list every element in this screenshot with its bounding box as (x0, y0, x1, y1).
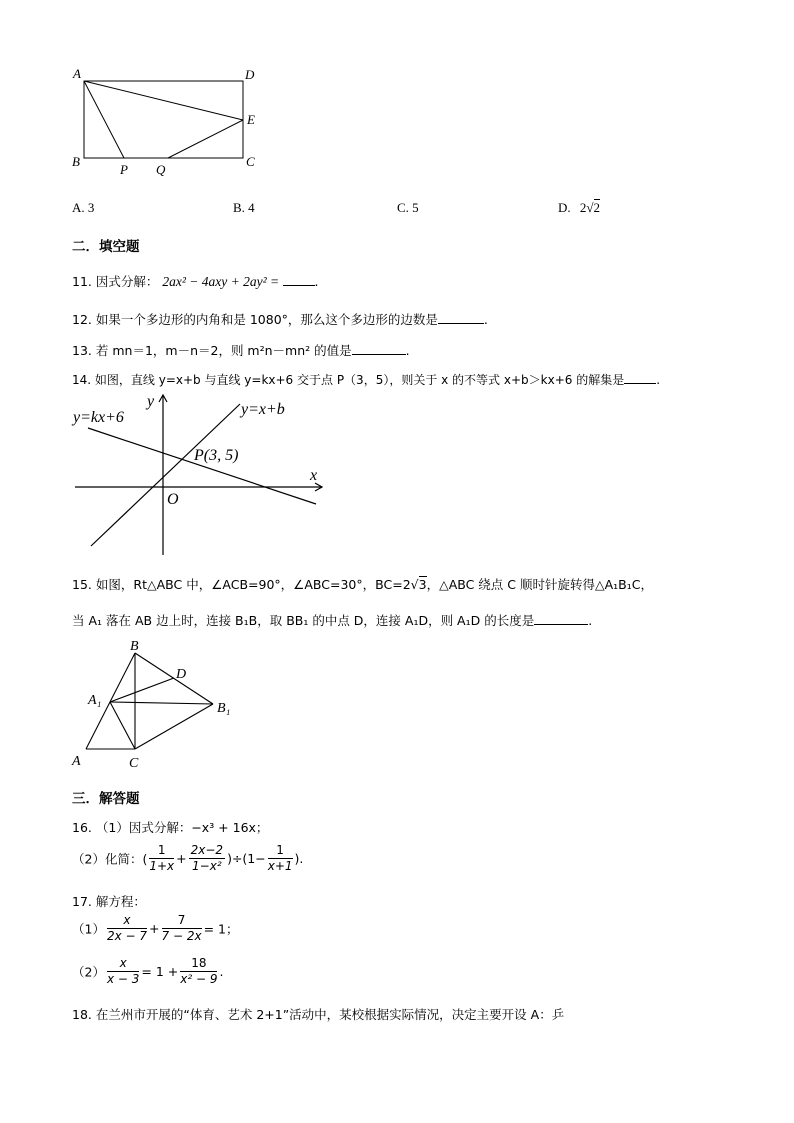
line-label-xb: y=x+b (241, 401, 285, 418)
section-heading-fill-in: 二．填空题 (72, 239, 140, 255)
segment-a1c (110, 702, 135, 749)
q16-part-2-label: （2）化简：( (72, 851, 148, 867)
segment-cb1 (135, 704, 213, 749)
answer-blank-12[interactable] (438, 312, 484, 324)
label-b1: B₁ (217, 701, 231, 716)
option-a[interactable]: A. 3 (72, 200, 95, 215)
question-18 (72, 1005, 564, 1023)
question-15-line-1 (72, 575, 653, 593)
denominator: 1−x² (192, 859, 222, 873)
q14-number: 14. (72, 373, 92, 387)
question-17 (72, 892, 146, 910)
numerator: x (107, 913, 147, 929)
q15-text-c: ，△ABC 绕点 C 顺时针旋转得△A₁B₁C， (426, 577, 653, 592)
q16-number: 16. (72, 820, 92, 835)
section-heading-solutions: 三．解答题 (72, 791, 140, 807)
question-11 (72, 272, 319, 290)
eq2-end: . (219, 964, 224, 979)
numerator: 1 (149, 843, 174, 859)
option-d-radicand: 2 (593, 200, 601, 215)
numerator: x (107, 956, 139, 972)
plus-sign: + (149, 921, 160, 936)
answer-blank-15[interactable] (534, 613, 588, 625)
point-p-label: P(3, 5) (194, 447, 239, 464)
denominator: 2x − 7 (106, 929, 148, 943)
question-12 (72, 310, 488, 328)
eq1-rhs: = 1； (203, 921, 239, 937)
segment-qe (168, 120, 243, 158)
fraction-1-over-1-plus-x (149, 843, 174, 874)
label-e: E (247, 112, 255, 127)
denominator: x² − 9 (180, 972, 218, 986)
numerator: 7 (162, 913, 202, 929)
label-c: C (246, 154, 255, 169)
question-17-eq-2 (72, 956, 223, 987)
label-c: C (129, 756, 139, 771)
fraction-2x-minus-2 (189, 843, 225, 874)
q13-end: . (405, 343, 410, 358)
label-d: D (176, 667, 187, 682)
q15-number: 15. (72, 577, 92, 592)
question-16-part-2 (72, 843, 303, 874)
figure-rotated-triangle (66, 636, 251, 776)
denominator: 7 − 2x (161, 929, 202, 943)
q15-text-a: 如图， (95, 577, 134, 592)
line-label-kx: y=kx+6 (73, 409, 124, 426)
q18-text: 在兰州市开展的“体育、艺术 2+1”活动中，某校根据实际情况，决定主要开设 A：乒 (95, 1007, 565, 1022)
segment-ap (84, 81, 124, 158)
q11-expression: 2ax² − 4axy + 2ay² = (162, 274, 283, 289)
numerator: 18 (180, 956, 217, 972)
label-p: P (120, 162, 128, 177)
denominator: 1+x (149, 859, 175, 873)
q12-text: 如果一个多边形的内角和是 1080°，那么这个多边形的边数是 (95, 312, 438, 327)
q11-text: 因式分解： (95, 274, 159, 289)
q13-number: 13. (72, 343, 92, 358)
q17-title: 解方程： (95, 894, 146, 909)
q14-text: 如图，直线 y=x+b 与直线 y=kx+6 交于点 P（3，5），则关于 x 的不等式 x+b＞kx+6 的解集是 (94, 373, 625, 387)
segment-a1b1 (110, 702, 213, 704)
answer-blank-13[interactable] (352, 343, 406, 355)
option-b[interactable]: B. 4 (233, 200, 255, 215)
q14-end: . (656, 373, 661, 387)
q17-number: 17. (72, 894, 92, 909)
numerator: 2x−2 (190, 843, 224, 857)
question-17-eq-1 (72, 913, 238, 944)
y-axis-label: y (147, 393, 155, 410)
q15-text-line2: 当 A₁ 落在 AB 边上时，连接 B₁B，取 BB₁ 的中点 D，连接 A₁D，则 A₁D 的长度是 (72, 613, 535, 628)
denominator: x+1 (267, 859, 293, 873)
q18-number: 18. (72, 1007, 92, 1022)
option-c[interactable]: C. 5 (397, 200, 419, 215)
label-b: B (130, 639, 139, 654)
answer-blank-14[interactable] (624, 372, 656, 384)
eq1-label: （1） (72, 921, 105, 937)
q15-end: . (588, 613, 593, 628)
q16-part-1-text: （1）因式分解：−x³ + 16x； (95, 820, 269, 835)
option-d-label: D. (558, 200, 571, 215)
q12-end: . (483, 312, 488, 327)
divide-part: )÷(1− (227, 851, 266, 866)
fraction-x-over-2x-7 (107, 913, 147, 944)
question-13 (72, 341, 410, 359)
figure-rectangle-abcd (60, 60, 280, 185)
label-q: Q (156, 162, 166, 177)
question-14 (72, 371, 660, 388)
q11-number: 11. (72, 274, 92, 289)
q15-text-b: Rt△ABC 中，∠ACB=90°，∠ABC=30°，BC=2 (133, 577, 411, 592)
label-a: A (73, 66, 81, 81)
label-d: D (245, 67, 255, 82)
option-d[interactable] (558, 200, 600, 216)
label-a1: A₁ (88, 693, 102, 708)
question-16-part-1 (72, 818, 268, 836)
segment-ae (84, 81, 243, 120)
q13-text: 若 mn＝1，m－n＝2，则 m²n－mn² 的值是 (95, 343, 352, 358)
answer-blank-11[interactable] (283, 274, 315, 286)
segment-a1d (110, 678, 174, 702)
option-d-coef: 2 (579, 200, 587, 215)
close-part: ). (294, 851, 304, 866)
origin-label: O (167, 491, 179, 508)
eq2-label: （2） (72, 964, 105, 980)
q11-end: . (314, 274, 319, 289)
question-15-line-2 (72, 611, 592, 629)
q12-number: 12. (72, 312, 92, 327)
fraction-7-over-7-2x (162, 913, 202, 944)
label-a: A (72, 754, 81, 769)
label-b: B (72, 154, 80, 169)
q15-radicand: 3 (418, 577, 427, 592)
fraction-18-over-x2-9 (180, 956, 217, 987)
figure-line-graph (70, 390, 340, 560)
sqrt-icon: √ (586, 200, 594, 215)
rectangle-abcd (84, 81, 243, 158)
eq2-equals: = 1 + (141, 964, 179, 979)
numerator: 1 (268, 843, 293, 859)
denominator: x − 3 (106, 972, 140, 986)
fraction-x-over-x-3 (107, 956, 139, 987)
plus-sign: + (176, 851, 187, 866)
x-axis-label: x (310, 467, 318, 484)
fraction-1-over-x-plus-1 (268, 843, 293, 874)
sqrt-icon: √ (410, 577, 419, 592)
